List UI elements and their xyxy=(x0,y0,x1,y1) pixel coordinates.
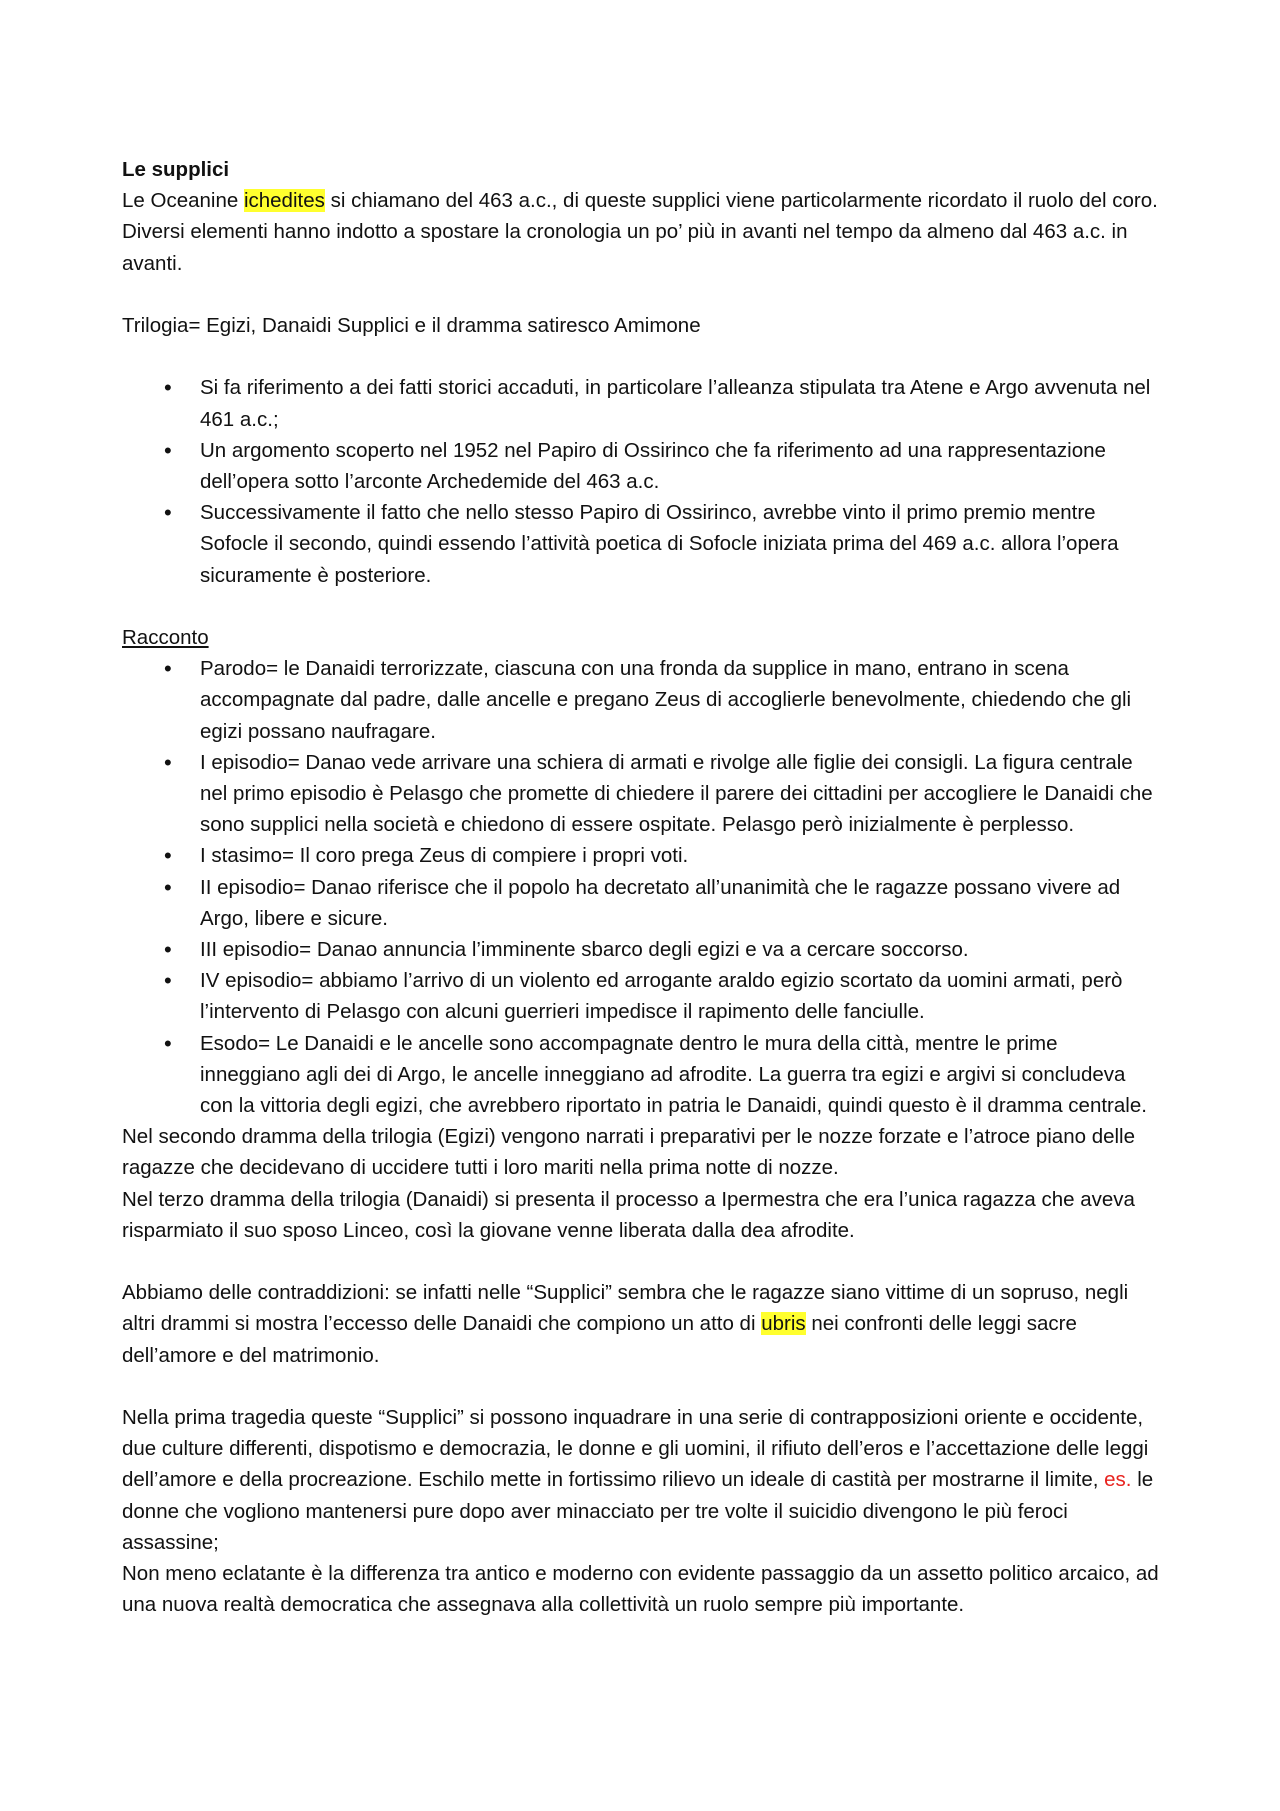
trilogia-line: Trilogia= Egizi, Danaidi Supplici e il dramma satiresco Amimone xyxy=(122,314,701,337)
contraddizioni-text-end: nei confronti delle leggi sacre dell’amore e del matrimonio. xyxy=(122,1312,1077,1367)
document-body xyxy=(122,154,1162,1620)
racconto-list xyxy=(122,653,1162,1121)
intro-paragraph xyxy=(122,185,1162,279)
spacer xyxy=(122,279,1162,310)
highlighted-term-ichedites: ichedites xyxy=(243,189,325,213)
intro-text-start: Le Oceanine xyxy=(122,189,244,213)
highlighted-term-ubris: ubris xyxy=(761,1312,806,1336)
list-item: • Esodo= Le Danaidi e le ancelle sono accompagnate dentro le mura della città, mentre le prime inneggiano agli dei di Argo, le ancelle inneggiano ad afrodite. La guerra tra egizi e argivi si concludeva con la vittoria degli egizi, che avrebbero riportato in patria le Danaidi, quindi questo è il dramma centrale. xyxy=(122,1028,1162,1122)
datazione-list xyxy=(122,372,1162,590)
contraddizioni-paragraph xyxy=(122,1277,1162,1371)
list-item: • Parodo= le Danaidi terrorizzate, ciascuna con una fronda da supplice in mano, entrano in scena accompagnate dal padre, dalle ancelle e pregano Zeus di accoglierle benevolmente, chiedendo che gli egizi possano naufragare. xyxy=(122,653,1162,747)
list-item: • I episodio= Danao vede arrivare una schiera di armati e rivolge alle figlie dei consigli. La figura centrale nel primo episodio è Pelasgo che promette di chiedere il parere dei cittadini per accogliere le Danaidi che sono supplici nella società e chiedono di essere ospitate. Pelasgo però inizialmente è perplesso. xyxy=(122,747,1162,841)
list-item: • III episodio= Danao annuncia l’imminente sbarco degli egizi e va a cercare soccorso. xyxy=(122,934,1162,965)
prima-tragedia-paragraph xyxy=(122,1402,1162,1558)
secondo-dramma-paragraph: Nel secondo dramma della trilogia (Egizi) vengono narrati i preparativi per le nozze forzate e l’atroce piano delle ragazze che decidevano di uccidere tutti i loro mariti nella prima notte di nozze. xyxy=(122,1125,1136,1180)
list-item: • IV episodio= abbiamo l’arrivo di un violento ed arrogante araldo egizio scortato da uomini armati, però l’intervento di Pelasgo con alcuni guerrieri impedisce il rapimento delle fanciulle. xyxy=(122,965,1162,1027)
terzo-dramma-paragraph: Nel terzo dramma della trilogia (Danaidi) si presenta il processo a Ipermestra che era l’unica ragazza che aveva risparmiato il suo sposo Linceo, così la giovane venne liberata dalla dea afrodite. xyxy=(122,1187,1135,1242)
contraddizioni-text-start: Abbiamo delle contraddizioni: se infatti nelle “Supplici” sembra che le ragazze siano vittime di un sopruso, negli altri drammi si mostra l’eccesso delle Danaidi che compiono un atto di xyxy=(122,1281,1129,1336)
prima-tragedia-text-start: Nella prima tragedia queste “Supplici” si possono inquadrare in una serie di contrapposizioni oriente e occidente, due culture differenti, dispotismo e democrazia, le donne e gli uomini, il rifiuto dell’eros e l’accettazione delle leggi dell’amore e della procreazione. Eschilo mette in fortissimo rilievo un ideale di castità per mostrarne il limite, xyxy=(122,1406,1149,1492)
racconto-heading: Racconto xyxy=(122,626,209,649)
spacer xyxy=(122,1371,1162,1402)
spacer xyxy=(122,591,1162,622)
list-item: • Successivamente il fatto che nello stesso Papiro di Ossirinco, avrebbe vinto il primo premio mentre Sofocle il secondo, quindi essendo l’attività poetica di Sofocle iniziata prima del 469 a.c. allora l’opera sicuramente è posteriore. xyxy=(122,497,1162,591)
list-item: • II episodio= Danao riferisce che il popolo ha decretato all’unanimità che le ragazze possano vivere ad Argo, libere e sicure. xyxy=(122,872,1162,934)
conclusione-paragraph: Non meno eclatante è la differenza tra antico e moderno con evidente passaggio da un assetto politico arcaico, ad una nuova realtà democratica che assegnava alla collettività un ruolo sempre più importante. xyxy=(122,1562,1159,1617)
spacer xyxy=(122,1246,1162,1277)
list-item: • Si fa riferimento a dei fatti storici accaduti, in particolare l’alleanza stipulata tra Atene e Argo avvenuta nel 461 a.c.; xyxy=(122,372,1162,434)
list-item: • Un argomento scoperto nel 1952 nel Papiro di Ossirinco che fa riferimento ad una rappresentazione dell’opera sotto l’arconte Archedemide del 463 a.c. xyxy=(122,435,1162,497)
intro-text-end: si chiamano del 463 a.c., di queste supplici viene particolarmente ricordato il ruolo del coro. Diversi elementi hanno indotto a spostare la cronologia un po’ più in avanti nel tempo da almeno dal 463 a.c. in avanti. xyxy=(122,189,1158,275)
red-text-es: es. xyxy=(1104,1468,1132,1492)
spacer xyxy=(122,341,1162,372)
document-title: Le supplici xyxy=(122,158,230,181)
prima-tragedia-text-end: le donne che vogliono mantenersi pure dopo aver minacciato per tre volte il suicidio divengono le più feroci assassine; xyxy=(122,1468,1154,1554)
list-item: • I stasimo= Il coro prega Zeus di compiere i propri voti. xyxy=(122,840,1162,871)
